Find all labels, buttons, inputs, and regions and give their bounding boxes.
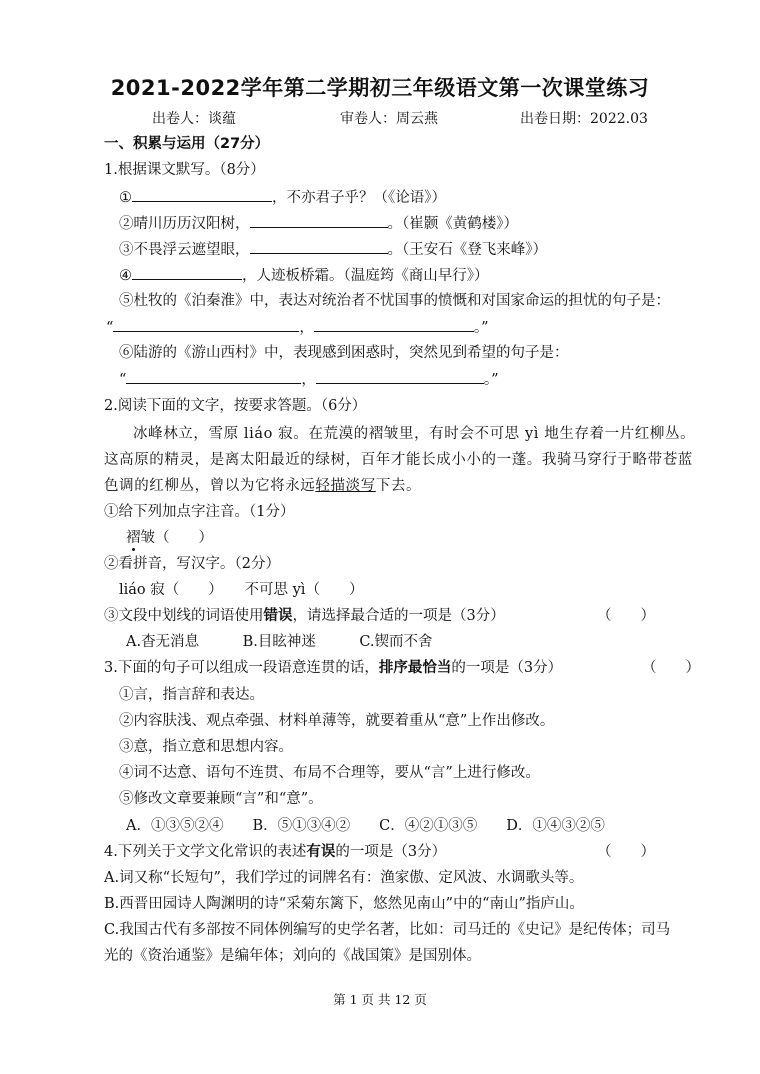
answer-blank[interactable] bbox=[132, 186, 272, 202]
q1-item-5: ⑤杜牧的《泊秦淮》中，表达对统治者不忧国事的愤慨和对国家命运的担忧的句子是： bbox=[119, 293, 670, 309]
q2-passage-line-2: 这高原的精灵，是离太阳最近的绿树，百年才能长成小小的一蓬。我骑马穿行于略带苍蓝 bbox=[104, 452, 693, 468]
q4-stem: 4.下列关于文学文化常识的表述有误的一项是（3分） bbox=[104, 843, 447, 860]
q2-options: A.杳无消息 B.目眩神迷 C.锲而不舍 bbox=[126, 634, 433, 650]
q1-stem: 1.根据课文默写。（8分） bbox=[104, 162, 265, 178]
answer-blank[interactable] bbox=[132, 264, 242, 280]
q2-sub-2-answer: liáo 寂（ ） 不可思 yì（ ） bbox=[119, 582, 364, 598]
answer-paren[interactable]: （ ） bbox=[155, 530, 213, 546]
q2-sub-1: ①给下列加点字注音。（1分） bbox=[104, 504, 295, 520]
q3-sentence-5: ⑤修改文章要兼顾“言”和“意”。 bbox=[119, 791, 323, 807]
q4-option-a: A.词又称“长短句”，我们学过的词牌名有：渔家傲、定风波、水调歌头等。 bbox=[104, 870, 584, 886]
dotted-char: 褶 bbox=[126, 530, 141, 546]
q2-sub-2: ②看拼音，写汉字。（2分） bbox=[104, 556, 280, 572]
q2-sub-1-answer: 褶皱（ ） bbox=[126, 530, 213, 546]
answer-blank[interactable] bbox=[316, 368, 484, 384]
q1-item-2: ②晴川历历汉阳树， 。（崔颢《黄鹤楼》） bbox=[119, 212, 518, 234]
q4-option-c-cont: 光的《资治通鉴》是编年体；刘向的《战国策》是国别体。 bbox=[104, 948, 481, 964]
q3-options: A．①③⑤②④ B．⑤①③④② C．④②①③⑤ D．①④③②⑤ bbox=[126, 818, 605, 834]
q1-item-6: ⑥陆游的《游山西村》中，表现感到困惑时，突然见到希望的句子是： bbox=[119, 345, 569, 361]
answer-blank[interactable] bbox=[126, 368, 301, 384]
q3-sentence-1: ①言，指言辞和表达。 bbox=[119, 687, 264, 703]
q1-item-5-answer: “ ， 。” bbox=[106, 316, 489, 338]
q2-passage-line-3: 色调的红柳丛，曾以为它将永远轻描淡写下去。 bbox=[104, 478, 422, 494]
underlined-phrase: 轻描淡写 bbox=[315, 478, 376, 494]
exam-date: 出卷日期：2022.03 bbox=[520, 111, 648, 127]
q3-sentence-3: ③意，指立意和思想内容。 bbox=[119, 739, 293, 755]
answer-blank[interactable] bbox=[113, 316, 299, 332]
author: 出卷人：谈蕴 bbox=[152, 111, 236, 127]
q2-passage-line-1: 冰峰林立，雪原 liáo 寂。在荒漠的褶皱里，有时会不可思 yì 地生存着一片红柳丛。 bbox=[133, 426, 696, 442]
q4-answer-paren[interactable]: （ ） bbox=[597, 844, 655, 860]
answer-blank[interactable] bbox=[314, 316, 474, 332]
q2-answer-paren[interactable]: （ ） bbox=[597, 608, 655, 624]
section-heading: 一、积累与运用（27分） bbox=[104, 136, 270, 152]
q3-stem: 3.下面的句子可以组成一段语意连贯的话，排序最恰当的一项是（3分） bbox=[104, 659, 563, 676]
reviewer: 审卷人：周云燕 bbox=[340, 111, 438, 127]
q1-item-4: ④ ，人迹板桥霜。（温庭筠《商山早行》） bbox=[119, 264, 489, 286]
q3-sentence-4: ④词不达意、语句不连贯、布局不合理等，要从“言”上进行修改。 bbox=[119, 765, 540, 781]
q4-option-b: B.西晋田园诗人陶渊明的诗“采菊东篱下，悠然见南山”中的“南山”指庐山。 bbox=[104, 896, 584, 912]
answer-blank[interactable] bbox=[250, 238, 388, 254]
q3-answer-paren[interactable]: （ ） bbox=[642, 660, 700, 676]
q2-sub-3: ③文段中划线的词语使用错误，请选择最合适的一项是（3分） bbox=[104, 607, 505, 624]
q2-stem: 2.阅读下面的文字，按要求答题。（6分） bbox=[104, 398, 367, 414]
exam-title: 2021-2022学年第二学期初三年级语文第一次课堂练习 bbox=[110, 76, 650, 100]
q4-option-c: C.我国古代有多部按不同体例编写的史学名著，比如：司马迁的《史记》是纪传体；司马 bbox=[104, 922, 671, 938]
q3-sentence-2: ②内容肤浅、观点牵强、材料单薄等，就要着重从“意”上作出修改。 bbox=[119, 713, 555, 729]
answer-blank[interactable] bbox=[250, 212, 388, 228]
q1-item-3: ③不畏浮云遮望眼， 。（王安石《登飞来峰》） bbox=[119, 238, 547, 260]
page-footer: 第 1 页 共 12 页 bbox=[333, 992, 427, 1007]
q1-item-1: ① ，不亦君子乎？（《论语》） bbox=[119, 186, 446, 208]
q1-item-6-answer: “ ， 。” bbox=[119, 368, 499, 390]
